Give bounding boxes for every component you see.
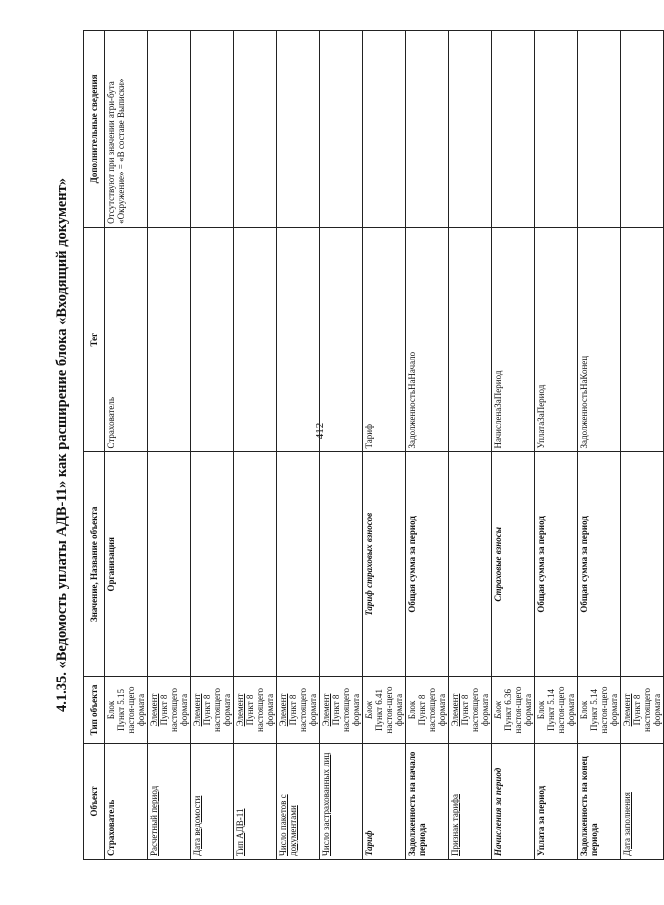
tag-cell [320, 227, 363, 452]
object-type-reference: Пункт 8 настоящего формата [159, 688, 189, 732]
object-cell [406, 743, 449, 859]
additional-info-cell [191, 31, 234, 228]
object-name: Расчетный период [149, 785, 159, 856]
object-cell [621, 743, 664, 859]
object-name: Уплата за период [536, 785, 546, 856]
table-row [320, 31, 363, 860]
object-cell [320, 743, 363, 859]
object-type-cell [277, 677, 320, 744]
object-type-cell [578, 677, 621, 744]
column-header-tag: Тег [84, 227, 105, 452]
object-type-kind: Блок [536, 700, 546, 720]
object-name: Страхователь [106, 799, 116, 856]
additional-info-cell [535, 31, 578, 228]
page-number: 412 [314, 422, 326, 440]
object-value: Общая сумма за период [407, 516, 417, 613]
tag-cell [234, 227, 277, 452]
table-row [535, 31, 578, 860]
object-type-cell [406, 677, 449, 744]
object-type-kind: Блок [493, 700, 503, 720]
object-type-cell [234, 677, 277, 744]
additional-info-cell [492, 31, 535, 228]
additional-info-cell [621, 31, 664, 228]
table-row [277, 31, 320, 860]
table-row [492, 31, 535, 860]
object-name: Число пакетов с документами [278, 794, 298, 856]
value-cell [535, 452, 578, 677]
object-name: Дата ведомости [192, 795, 202, 856]
additional-info-cell [363, 31, 406, 228]
object-name: Начисления за период [493, 767, 503, 856]
table-row [578, 31, 621, 860]
tag-cell: ЗадолженностьНаКонец [578, 227, 621, 452]
tag-cell: Тариф [363, 227, 406, 452]
object-type-reference: Пункт 8 настоящего формата [202, 688, 232, 732]
value-cell [320, 452, 363, 677]
object-type-kind: Элемент [192, 693, 202, 727]
object-name: Тариф [364, 830, 374, 856]
object-type-kind: Блок [106, 700, 116, 720]
object-type-reference: Пункт 8 настоящего формата [331, 688, 361, 732]
object-name: Признак тарифа [450, 794, 460, 856]
object-type-cell [105, 677, 148, 744]
additional-info-cell [449, 31, 492, 228]
tag-cell [191, 227, 234, 452]
object-cell [449, 743, 492, 859]
object-cell [234, 743, 277, 859]
table-row [363, 31, 406, 860]
object-type-cell [535, 677, 578, 744]
value-cell [578, 452, 621, 677]
object-type-kind: Элемент [149, 693, 159, 727]
column-header-additional-info: Дополнительные сведения [84, 31, 105, 228]
object-cell [578, 743, 621, 859]
table-row [191, 31, 234, 860]
additional-info-cell [234, 31, 277, 228]
table-row [105, 31, 148, 860]
object-type-reference: Пункт 5.14 настоя-щего формата [589, 686, 619, 734]
value-cell [148, 452, 191, 677]
table-row [148, 31, 191, 860]
object-type-reference: Пункт 8 настоящего формата [460, 688, 490, 732]
column-header-object-type: Тип объекта [84, 677, 105, 744]
table-row [621, 31, 664, 860]
object-type-cell [191, 677, 234, 744]
additional-info-cell [320, 31, 363, 228]
object-name: Тип АДВ-11 [235, 808, 245, 856]
object-type-kind: Элемент [622, 693, 632, 727]
object-value: Организация [106, 537, 116, 592]
tag-cell [449, 227, 492, 452]
object-name: Дата заполнения [622, 792, 632, 856]
value-cell [105, 452, 148, 677]
object-cell [535, 743, 578, 859]
object-cell [363, 743, 406, 859]
object-type-kind: Элемент [278, 693, 288, 727]
tag-cell: НачисленаЗаПериод [492, 227, 535, 452]
table-header-row [84, 31, 105, 860]
object-type-reference: Пункт 6.41 настоя-щего формата [374, 686, 404, 734]
rotated-page-content [53, 30, 662, 860]
additional-info-cell [277, 31, 320, 228]
object-cell [105, 743, 148, 859]
additional-info-cell [578, 31, 621, 228]
section-heading: 4.1.35. «Ведомость уплаты АДВ-11» как расширение блока «Входящий документ» [54, 177, 70, 713]
value-cell [191, 452, 234, 677]
object-type-kind: Элемент [235, 693, 245, 727]
table-body [105, 31, 664, 860]
object-name: Задолженность на конец периода [579, 756, 599, 856]
object-cell [277, 743, 320, 859]
object-type-reference: Пункт 8 настоящего формата [417, 688, 447, 732]
object-value: Общая сумма за период [536, 516, 546, 613]
object-name: Число застрахованных лиц [321, 752, 331, 856]
object-type-reference: Пункт 8 настоящего формата [632, 688, 662, 732]
object-cell [148, 743, 191, 859]
value-cell [621, 452, 664, 677]
value-cell [277, 452, 320, 677]
object-type-reference: Пункт 5.15 настоя-щего формата [116, 686, 146, 734]
object-type-cell [320, 677, 363, 744]
object-type-reference: Пункт 6.36 настоя-щего формата [503, 686, 533, 734]
object-type-cell [148, 677, 191, 744]
object-type-cell [449, 677, 492, 744]
specification-table [83, 30, 664, 860]
column-header-value: Значение, Название объекта [84, 452, 105, 677]
tag-cell [621, 227, 664, 452]
object-type-cell [492, 677, 535, 744]
object-name: Задолженность на начало периода [407, 751, 427, 856]
object-type-kind: Блок [407, 700, 417, 720]
object-type-cell [621, 677, 664, 744]
table-row [406, 31, 449, 860]
table-row [449, 31, 492, 860]
object-type-kind: Блок [579, 700, 589, 720]
column-header-object: Объект [84, 743, 105, 859]
object-cell [191, 743, 234, 859]
object-type-reference: Пункт 8 настоящего формата [245, 688, 275, 732]
object-value: Общая сумма за период [579, 516, 589, 613]
additional-info-cell [148, 31, 191, 228]
object-type-kind: Элемент [450, 693, 460, 727]
additional-info-cell: Отсутствуют при значении атри-бута «Окружение» = «В составе Выписки» [105, 31, 148, 228]
tag-cell [277, 227, 320, 452]
object-type-kind: Элемент [321, 693, 331, 727]
object-type-kind: Блок [364, 700, 374, 720]
table-row [234, 31, 277, 860]
object-type-reference: Пункт 8 настоящего формата [288, 688, 318, 732]
object-cell [492, 743, 535, 859]
object-value: Страховые взносы [493, 527, 503, 602]
tag-cell [148, 227, 191, 452]
tag-cell: ЗадолженностьНаНачало [406, 227, 449, 452]
tag-cell: Страхователь [105, 227, 148, 452]
value-cell [363, 452, 406, 677]
object-value: Тариф страховых взносов [364, 512, 374, 616]
value-cell [492, 452, 535, 677]
value-cell [234, 452, 277, 677]
value-cell [449, 452, 492, 677]
additional-info-cell [406, 31, 449, 228]
object-type-cell [363, 677, 406, 744]
value-cell [406, 452, 449, 677]
object-type-reference: Пункт 5.14 настоя-щего формата [546, 686, 576, 734]
tag-cell: УплатаЗаПериод [535, 227, 578, 452]
